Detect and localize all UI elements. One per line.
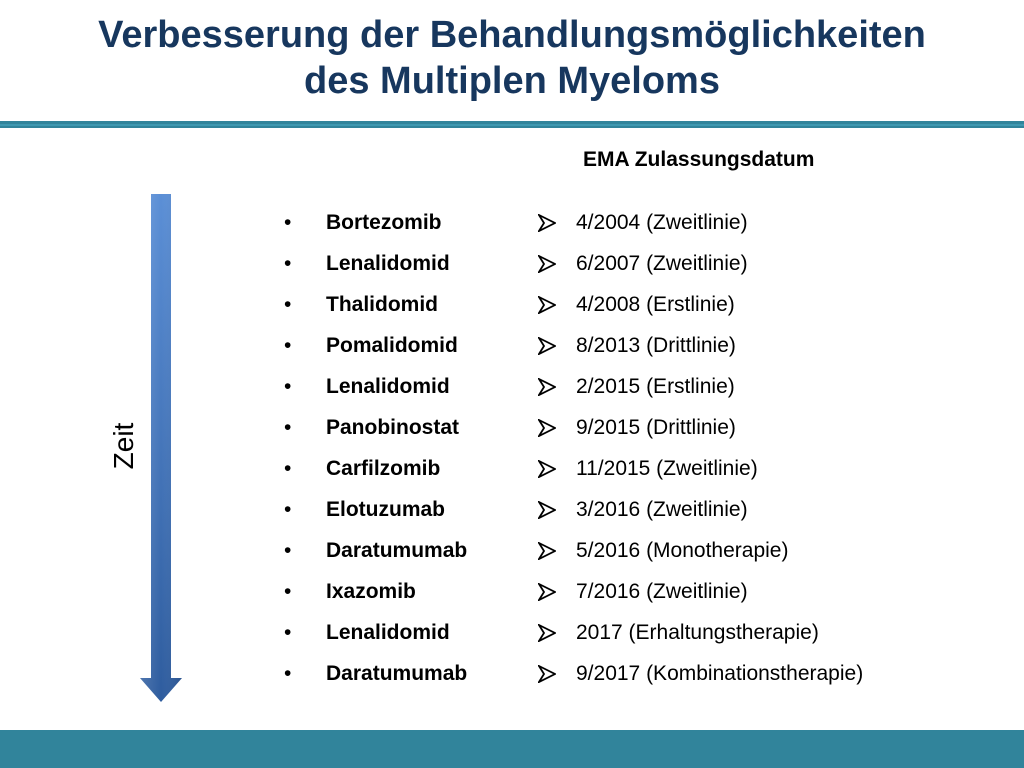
bullet-marker: • — [284, 539, 292, 562]
slide-title — [0, 12, 1024, 104]
drug-name: Carfilzomib — [326, 457, 441, 480]
approval-list — [284, 202, 964, 694]
arrowhead-check-icon — [538, 202, 562, 243]
drug-name: Lenalidomid — [326, 621, 450, 644]
bullet-marker: • — [284, 211, 292, 234]
arrowhead-check-icon — [538, 284, 562, 325]
approval-date: 9/2017 (Kombinationstherapie) — [576, 662, 864, 685]
approval-row — [284, 653, 964, 694]
approval-date: 4/2008 (Erstlinie) — [576, 293, 735, 316]
drug-name: Lenalidomid — [326, 375, 450, 398]
approval-row — [284, 530, 964, 571]
approval-date: 9/2015 (Drittlinie) — [576, 416, 736, 439]
approval-row — [284, 612, 964, 653]
approval-date: 8/2013 (Drittlinie) — [576, 334, 736, 357]
footer-bar — [0, 730, 1024, 768]
approval-date: 2017 (Erhaltungstherapie) — [576, 621, 819, 644]
bullet-marker: • — [284, 580, 292, 603]
approval-row — [284, 284, 964, 325]
approval-row — [284, 448, 964, 489]
arrowhead-check-icon — [538, 571, 562, 612]
drug-name: Pomalidomid — [326, 334, 458, 357]
approval-row — [284, 571, 964, 612]
bullet-marker: • — [284, 252, 292, 275]
bullet-marker: • — [284, 293, 292, 316]
bullet-marker: • — [284, 334, 292, 357]
arrowhead-check-icon — [538, 448, 562, 489]
arrowhead-check-icon — [538, 530, 562, 571]
arrowhead-check-icon — [538, 653, 562, 694]
drug-name: Lenalidomid — [326, 252, 450, 275]
arrowhead-check-icon — [538, 366, 562, 407]
arrowhead-check-icon — [538, 325, 562, 366]
drug-name: Bortezomib — [326, 211, 442, 234]
bullet-marker: • — [284, 416, 292, 439]
approval-date: 5/2016 (Monotherapie) — [576, 539, 789, 562]
drug-name: Ixazomib — [326, 580, 416, 603]
arrowhead-check-icon — [538, 612, 562, 653]
approval-row — [284, 489, 964, 530]
approval-row — [284, 366, 964, 407]
column-header-approval-date: EMA Zulassungsdatum — [583, 148, 815, 171]
approval-date: 11/2015 (Zweitlinie) — [576, 457, 758, 480]
title-divider-highlight — [0, 124, 1024, 126]
time-axis-label: Zeit — [108, 422, 139, 470]
approval-date: 3/2016 (Zweitlinie) — [576, 498, 748, 521]
slide-title-line-1: Verbesserung der Behandlungsmöglichkeiten — [98, 14, 926, 56]
bullet-marker: • — [284, 375, 292, 398]
bullet-marker: • — [284, 498, 292, 521]
drug-name: Panobinostat — [326, 416, 460, 439]
approval-row — [284, 243, 964, 284]
bullet-marker: • — [284, 457, 292, 480]
drug-name: Daratumumab — [326, 539, 468, 562]
approval-date: 4/2004 (Zweitlinie) — [576, 211, 748, 234]
arrowhead-check-icon — [538, 243, 562, 284]
approval-row — [284, 202, 964, 243]
drug-name: Daratumumab — [326, 662, 468, 685]
approval-row — [284, 407, 964, 448]
bullet-marker: • — [284, 662, 292, 685]
arrowhead-check-icon — [538, 489, 562, 530]
approval-row — [284, 325, 964, 366]
title-divider — [0, 121, 1024, 128]
arrowhead-check-icon — [538, 407, 562, 448]
approval-date: 6/2007 (Zweitlinie) — [576, 252, 748, 275]
drug-name: Thalidomid — [326, 293, 438, 316]
bullet-marker: • — [284, 621, 292, 644]
drug-name: Elotuzumab — [326, 498, 445, 521]
approval-date: 2/2015 (Erstlinie) — [576, 375, 735, 398]
approval-date: 7/2016 (Zweitlinie) — [576, 580, 748, 603]
slide-title-line-2: des Multiplen Myeloms — [304, 60, 720, 102]
